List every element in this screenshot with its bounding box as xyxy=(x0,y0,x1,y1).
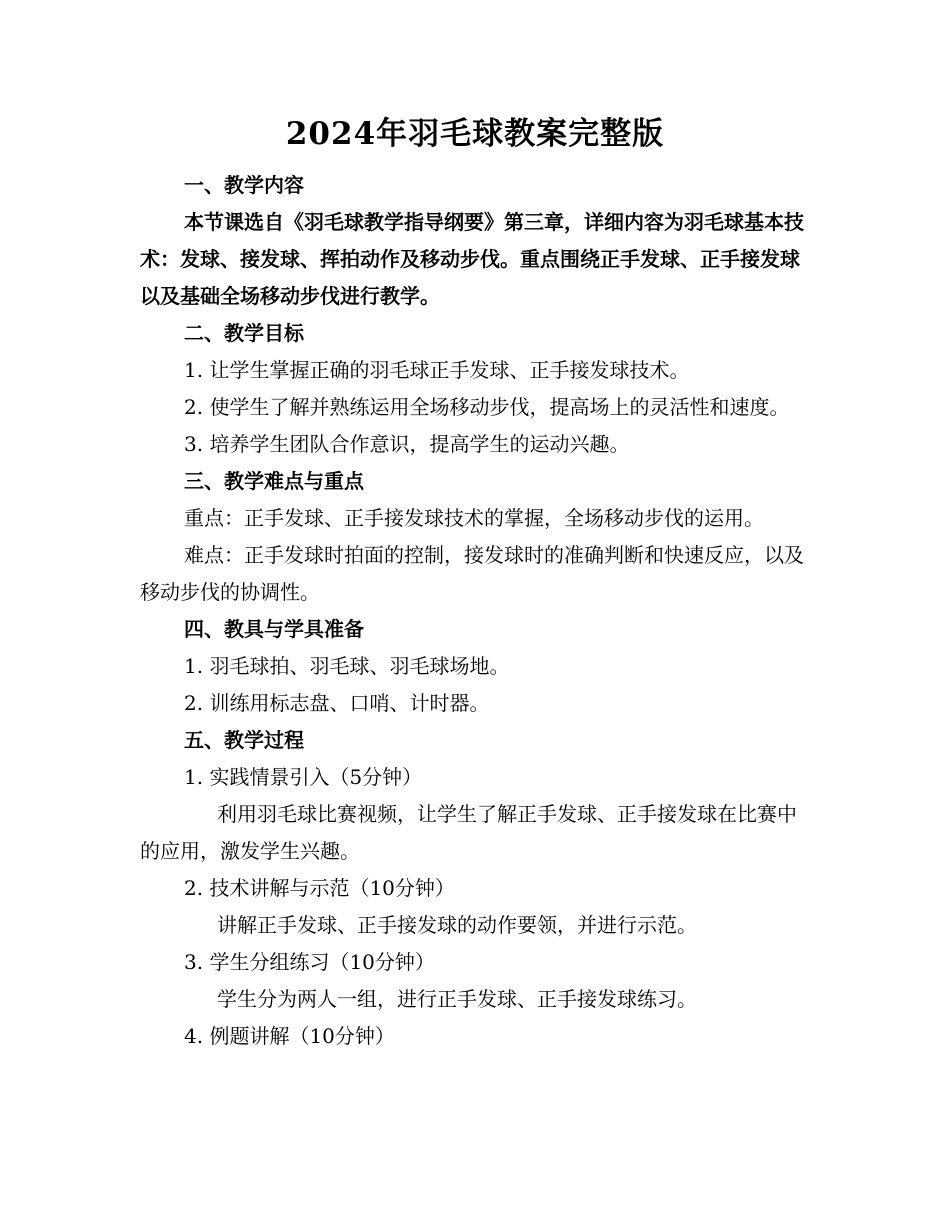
process-step-3-desc: 学生分为两人一组，进行正手发球、正手接发球练习。 xyxy=(217,987,697,1011)
process-step-2-desc: 讲解正手发球、正手接发球的动作要领，并进行示范。 xyxy=(217,913,697,937)
key-point-text: 重点：正手发球、正手接发球技术的掌握，全场移动步伐的运用。 xyxy=(184,506,764,530)
material-item-1: 1. 羽毛球拍、羽毛球、羽毛球场地。 xyxy=(184,654,510,678)
objective-item-2: 2. 使学生了解并熟练运用全场移动步伐，提高场上的灵活性和速度。 xyxy=(184,395,790,419)
difficult-point-text: 难点：正手发球时拍面的控制，接发球时的准确判断和快速反应，以及移动步伐的协调性。 xyxy=(140,543,804,604)
objective-item-1: 1. 让学生掌握正确的羽毛球正手发球、正手接发球技术。 xyxy=(184,358,690,382)
section-heading-materials: 四、教具与学具准备 xyxy=(184,617,364,641)
section-heading-key-difficult: 三、教学难点与重点 xyxy=(184,469,364,493)
objective-item-3: 3. 培养学生团队合作意识，提高学生的运动兴趣。 xyxy=(184,432,630,456)
section-heading-process: 五、教学过程 xyxy=(184,728,304,752)
process-step-4-title: 4. 例题讲解（10分钟） xyxy=(184,1024,395,1048)
material-item-2: 2. 训练用标志盘、口哨、计时器。 xyxy=(184,691,490,715)
process-step-2-title: 2. 技术讲解与示范（10分钟） xyxy=(184,876,455,900)
process-step-3-title: 3. 学生分组练习（10分钟） xyxy=(184,950,435,974)
section-heading-content: 一、教学内容 xyxy=(184,173,304,197)
process-step-1-title: 1. 实践情景引入（5分钟） xyxy=(184,765,423,789)
page-title: 2024年羽毛球教案完整版 xyxy=(285,116,665,152)
section-heading-objectives: 二、教学目标 xyxy=(184,321,304,345)
content-paragraph: 本节课选自《羽毛球教学指导纲要》第三章，详细内容为羽毛球基本技术：发球、接发球、挥拍动作及移动步伐。重点围绕正手发球、正手接发球以及基础全场移动步伐进行教学。 xyxy=(140,210,804,308)
document-body xyxy=(140,167,812,1055)
process-step-1-desc: 利用羽毛球比赛视频，让学生了解正手发球、正手接发球在比赛中的应用，激发学生兴趣。 xyxy=(140,802,797,863)
